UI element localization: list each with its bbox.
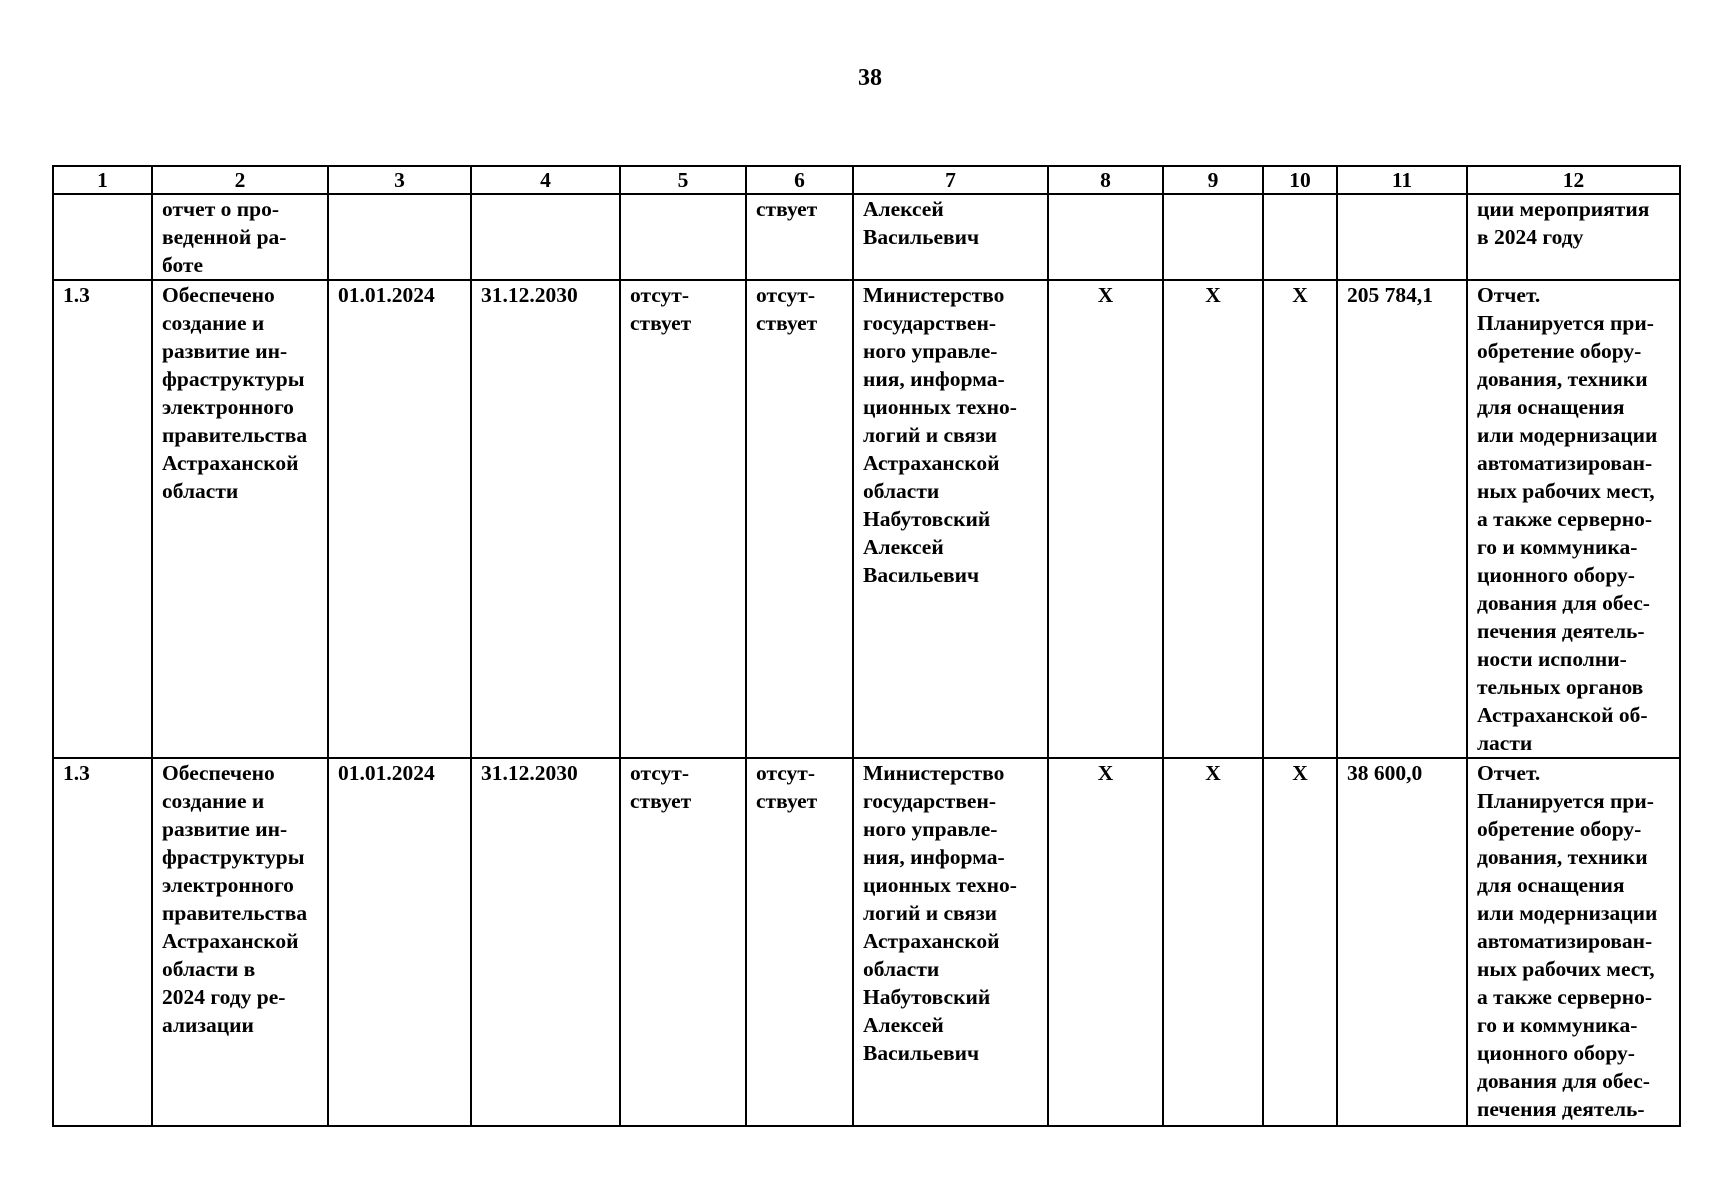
responsible-cell: Министерство государствен- ного управле- ния, информа- ционных техно- логий и связи Астраханской области Набутовский Алексей Васильевич bbox=[853, 280, 1048, 758]
table-header-row bbox=[53, 166, 1680, 194]
start-date-cell: 01.01.2024 bbox=[328, 280, 471, 758]
start-date-cell: 01.01.2024 bbox=[328, 758, 471, 1126]
column-header: 7 bbox=[853, 166, 1048, 194]
table-cell bbox=[620, 194, 746, 280]
column-header: 1 bbox=[53, 166, 152, 194]
amount-cell: 205 784,1 bbox=[1337, 280, 1467, 758]
column-header: 9 bbox=[1163, 166, 1263, 194]
table-cell: Алексей Васильевич bbox=[853, 194, 1048, 280]
column-header: 3 bbox=[328, 166, 471, 194]
table-cell: отчет о про- веденной ра- боте bbox=[152, 194, 328, 280]
table-cell bbox=[1048, 194, 1163, 280]
table-cell: X bbox=[1263, 280, 1337, 758]
column-header: 10 bbox=[1263, 166, 1337, 194]
column-header: 6 bbox=[746, 166, 853, 194]
end-date-cell: 31.12.2030 bbox=[471, 280, 620, 758]
table-cell bbox=[1337, 194, 1467, 280]
column-header: 4 bbox=[471, 166, 620, 194]
table-cell: X bbox=[1163, 280, 1263, 758]
table-cell bbox=[1263, 194, 1337, 280]
column-header: 12 bbox=[1467, 166, 1680, 194]
table-cell: X bbox=[1048, 758, 1163, 1126]
table-cell: X bbox=[1163, 758, 1263, 1126]
activity-table bbox=[52, 165, 1681, 1127]
table-cell: отсут- ствует bbox=[746, 758, 853, 1126]
row-number: 1.3 bbox=[53, 758, 152, 1126]
amount-cell: 38 600,0 bbox=[1337, 758, 1467, 1126]
table-cell: отсут- ствует bbox=[620, 280, 746, 758]
responsible-cell: Министерство государствен- ного управле- ния, информа- ционных техно- логий и связи Астраханской области Набутовский Алексей Васильевич bbox=[853, 758, 1048, 1126]
table-cell: ствует bbox=[746, 194, 853, 280]
page-number: 38 bbox=[858, 65, 882, 91]
continuation-row bbox=[53, 194, 1680, 280]
table-cell bbox=[1163, 194, 1263, 280]
row-number: 1.3 bbox=[53, 280, 152, 758]
table-cell: X bbox=[1263, 758, 1337, 1126]
table-cell: ции мероприятия в 2024 году bbox=[1467, 194, 1680, 280]
table-row bbox=[53, 758, 1680, 1126]
note-cell: Отчет. Планируется при- обретение обору- дования, техники для оснащения или модернизации автоматизирован- ных рабочих мест, а также серверно- го и коммуника- ционного обору- дования для обес- печения деятель- bbox=[1467, 758, 1680, 1126]
table-cell: X bbox=[1048, 280, 1163, 758]
table-cell bbox=[53, 194, 152, 280]
table-row bbox=[53, 280, 1680, 758]
table-cell bbox=[328, 194, 471, 280]
note-cell: Отчет. Планируется при- обретение обору- дования, техники для оснащения или модернизации автоматизирован- ных рабочих мест, а также серверно- го и коммуника- ционного обору- дования для обес- печения деятель- ности исполни- тельных органов Астраханской об- ласти bbox=[1467, 280, 1680, 758]
column-header: 5 bbox=[620, 166, 746, 194]
table-cell: отсут- ствует bbox=[620, 758, 746, 1126]
column-header: 2 bbox=[152, 166, 328, 194]
end-date-cell: 31.12.2030 bbox=[471, 758, 620, 1126]
column-header: 8 bbox=[1048, 166, 1163, 194]
column-header: 11 bbox=[1337, 166, 1467, 194]
table-cell: отсут- ствует bbox=[746, 280, 853, 758]
table-cell bbox=[471, 194, 620, 280]
result-cell: Обеспечено создание и развитие ин- фраструктуры электронного правительства Астраханской области в 2024 году ре- ализации bbox=[152, 758, 328, 1126]
result-cell: Обеспечено создание и развитие ин- фраструктуры электронного правительства Астраханской области bbox=[152, 280, 328, 758]
